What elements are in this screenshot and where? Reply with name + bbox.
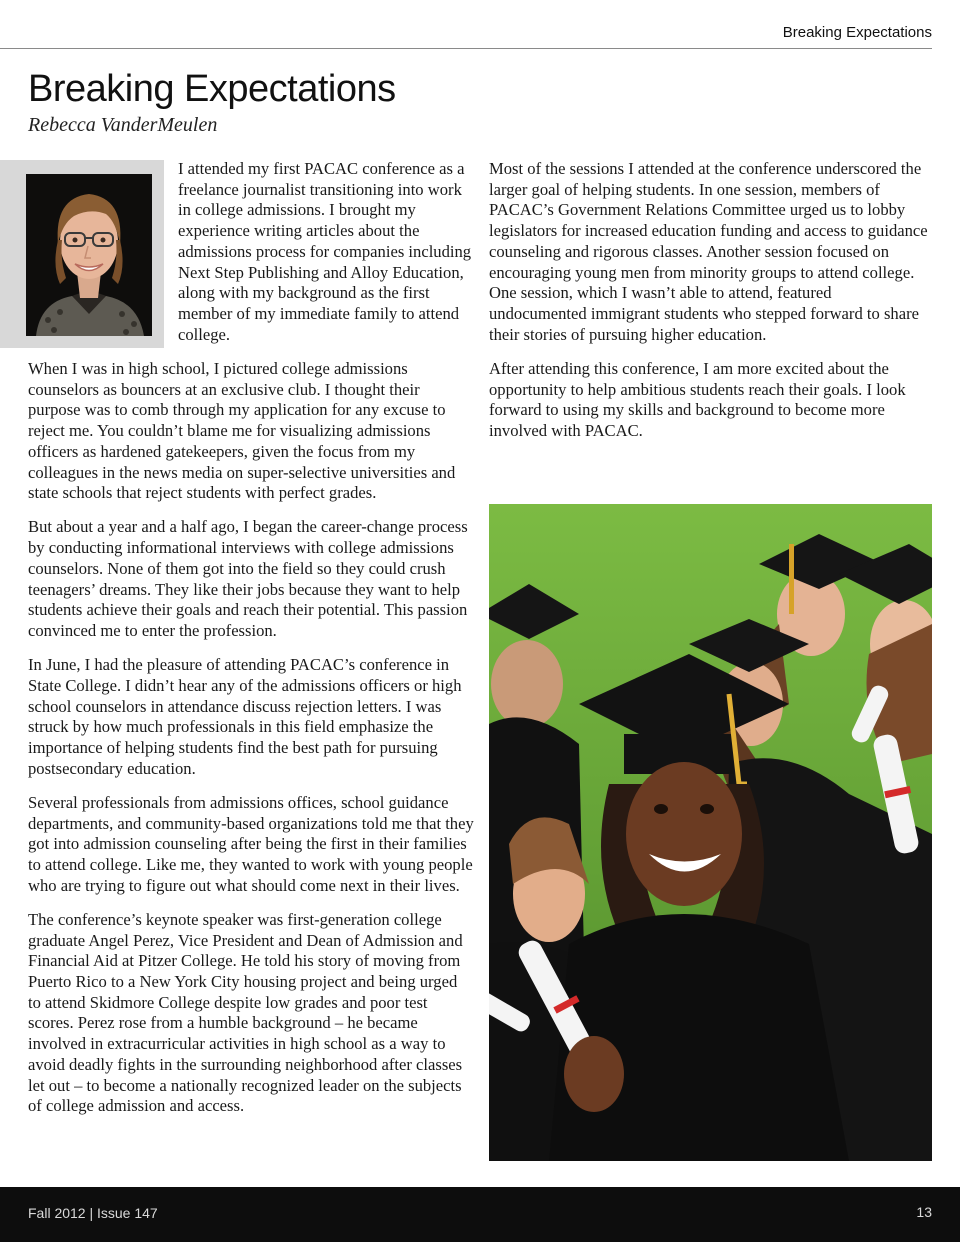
paragraph: After attending this conference, I am more excited about the opportunity to help ambitious students reach their goals. I look forward to using my skills and background to become more involved with PACAC. — [489, 358, 906, 440]
article-title: Breaking Expectations — [28, 68, 396, 110]
paragraph: When I was in high school, I pictured college admissions counselors as bouncers at an exclusive club. I thought their purpose was to comb through my application for any excuse to reject me. You couldn’t blame me for visualizing admissions officers as hardened gatekeepers, given the focus from my colleagues in the news media on super-selective universities and state schools that reject students with perfect grades. — [28, 359, 456, 503]
intro-paragraph — [178, 159, 474, 359]
page-number: 13 — [916, 1204, 932, 1220]
author-portrait — [26, 174, 152, 336]
graduates-photo — [489, 504, 932, 1161]
paragraph: The conference’s keynote speaker was first-generation college graduate Angel Perez, Vice President and Dean of Admission and Financial Aid at Pitzer College. He told his story of moving from Puerto Rico to a New York City housing project and being urged to attend Skidmore College despite low grades and poor test scores. Perez rose from a humble background – he became involved in extracurricular activities in high school as a way to avoid deadly fights in the surrounding neighborhood after classes let out – to become a nationally recognized leader on the subjects of college admission and access. — [28, 909, 463, 1116]
header-divider — [0, 48, 932, 49]
paragraph: In June, I had the pleasure of attending PACAC’s conference in State College. I didn’t hear any of the admissions officers or high school counselors in attendance discuss rejection letters. I was struck by how much professionals in this field emphasize the importance of helping students find the best path for pursuing postsecondary education. — [28, 655, 462, 778]
paragraph: Most of the sessions I attended at the conference underscored the larger goal of helping students. In one session, members of PACAC’s Government Relations Committee urged us to lobby legislators for increased education funding and access to guidance counseling and rigorous classes. Another session focused on encouraging young men from minority groups to attend college. One session, which I wasn’t able to attend, featured undocumented immigrant students who stepped forward to share their stories of pursuing higher education. — [489, 159, 928, 344]
right-column — [489, 159, 932, 455]
paragraph: Several professionals from admissions offices, school guidance departments, and community-based organizations told me that they got into admission counseling after being the first in their families to attend college. Like me, they wanted to work with young people who are trying to figure out what should come next in their lives. — [28, 792, 474, 895]
running-header-title: Breaking Expectations — [782, 24, 932, 41]
author-byline: Rebecca VanderMeulen — [28, 114, 218, 136]
left-column — [28, 359, 474, 1130]
page-footer — [0, 1187, 960, 1242]
paragraph: I attended my first PACAC conference as a freelance journalist transitioning into work in college admissions. I brought my experience writing articles about the admissions process for companies including Next Step Publishing and Alloy Education, along with my background as the first member of my immediate family to attend college. — [178, 159, 472, 344]
issue-label: Fall 2012 | Issue 147 — [28, 1205, 158, 1221]
paragraph: But about a year and a half ago, I began the career-change process by conducting informational interviews with college admissions counselors. None of them got into the field so they could crush teenagers’ dreams. They like their jobs because they want to help students achieve their goals and reach their potential. This passion convinced me to enter the profession. — [28, 517, 468, 640]
